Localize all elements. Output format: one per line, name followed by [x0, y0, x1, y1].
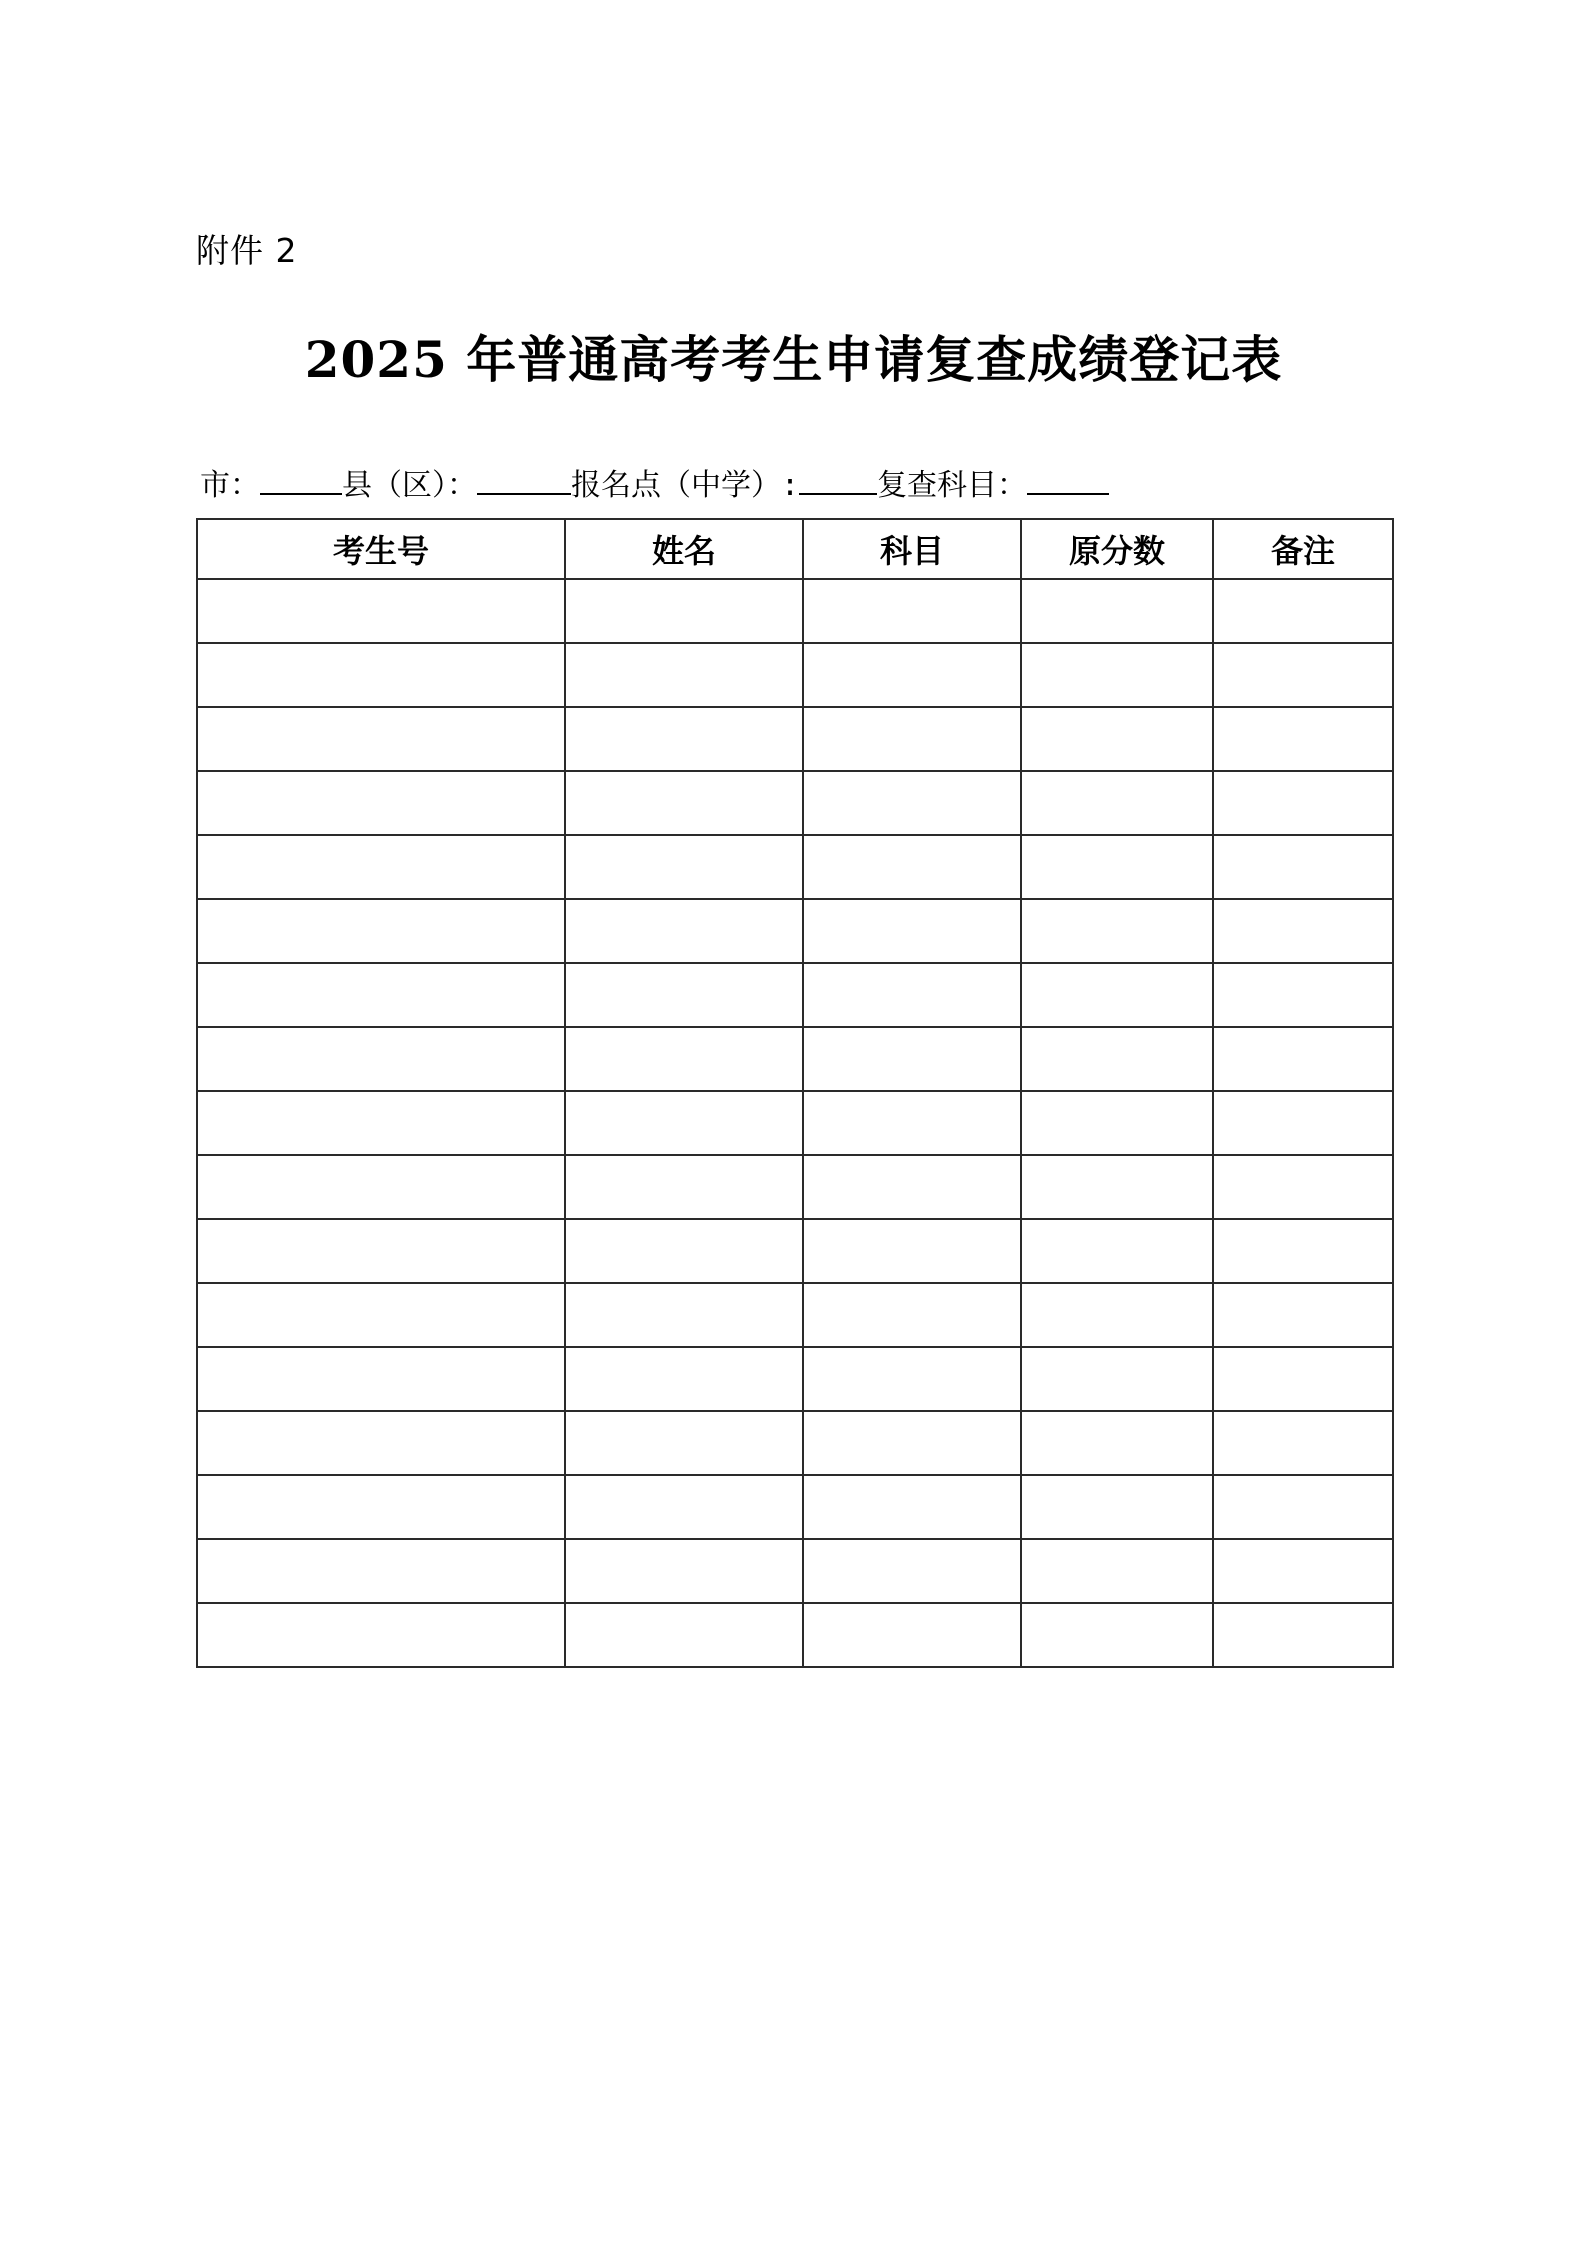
cell-original-score[interactable]	[1021, 1475, 1213, 1539]
column-header-remark: 备注	[1213, 519, 1393, 579]
table-row	[197, 1539, 1393, 1603]
table-row	[197, 899, 1393, 963]
cell-exam-number[interactable]	[197, 579, 565, 643]
cell-remark[interactable]	[1213, 1219, 1393, 1283]
cell-exam-number[interactable]	[197, 1155, 565, 1219]
cell-original-score[interactable]	[1021, 1283, 1213, 1347]
cell-name[interactable]	[565, 1091, 803, 1155]
cell-remark[interactable]	[1213, 963, 1393, 1027]
cell-remark[interactable]	[1213, 1475, 1393, 1539]
table-row	[197, 1219, 1393, 1283]
cell-remark[interactable]	[1213, 771, 1393, 835]
cell-remark[interactable]	[1213, 1283, 1393, 1347]
cell-original-score[interactable]	[1021, 771, 1213, 835]
cell-remark[interactable]	[1213, 835, 1393, 899]
cell-name[interactable]	[565, 1155, 803, 1219]
cell-exam-number[interactable]	[197, 1283, 565, 1347]
cell-exam-number[interactable]	[197, 1411, 565, 1475]
cell-subject[interactable]	[803, 1027, 1021, 1091]
cell-exam-number[interactable]	[197, 1347, 565, 1411]
cell-subject[interactable]	[803, 707, 1021, 771]
cell-name[interactable]	[565, 963, 803, 1027]
cell-name[interactable]	[565, 771, 803, 835]
cell-subject[interactable]	[803, 1283, 1021, 1347]
city-field[interactable]	[260, 493, 342, 495]
cell-subject[interactable]	[803, 643, 1021, 707]
cell-name[interactable]	[565, 899, 803, 963]
cell-original-score[interactable]	[1021, 1603, 1213, 1667]
cell-remark[interactable]	[1213, 1155, 1393, 1219]
cell-exam-number[interactable]	[197, 1475, 565, 1539]
cell-original-score[interactable]	[1021, 835, 1213, 899]
table-row	[197, 643, 1393, 707]
cell-subject[interactable]	[803, 1219, 1021, 1283]
table-body	[197, 579, 1393, 1667]
cell-original-score[interactable]	[1021, 963, 1213, 1027]
cell-remark[interactable]	[1213, 1027, 1393, 1091]
cell-name[interactable]	[565, 1219, 803, 1283]
table-row	[197, 1603, 1393, 1667]
table-row	[197, 1411, 1393, 1475]
cell-name[interactable]	[565, 1539, 803, 1603]
cell-subject[interactable]	[803, 835, 1021, 899]
cell-subject[interactable]	[803, 1411, 1021, 1475]
attachment-label: 附件 2	[196, 231, 298, 270]
cell-exam-number[interactable]	[197, 707, 565, 771]
cell-subject[interactable]	[803, 1155, 1021, 1219]
score-recheck-table	[196, 518, 1394, 1668]
cell-remark[interactable]	[1213, 899, 1393, 963]
cell-exam-number[interactable]	[197, 1027, 565, 1091]
column-header-exam-number: 考生号	[197, 519, 565, 579]
cell-original-score[interactable]	[1021, 579, 1213, 643]
table-row	[197, 771, 1393, 835]
site-field[interactable]	[799, 493, 877, 495]
cell-original-score[interactable]	[1021, 1539, 1213, 1603]
cell-original-score[interactable]	[1021, 707, 1213, 771]
table-row	[197, 1347, 1393, 1411]
table-row	[197, 1091, 1393, 1155]
cell-subject[interactable]	[803, 579, 1021, 643]
cell-exam-number[interactable]	[197, 835, 565, 899]
column-header-original-score: 原分数	[1021, 519, 1213, 579]
column-header-subject: 科目	[803, 519, 1021, 579]
table-row	[197, 1155, 1393, 1219]
cell-exam-number[interactable]	[197, 1539, 565, 1603]
subject-label: 复查科目：	[877, 468, 1028, 503]
cell-name[interactable]	[565, 1283, 803, 1347]
table-row	[197, 835, 1393, 899]
cell-remark[interactable]	[1213, 643, 1393, 707]
cell-name[interactable]	[565, 579, 803, 643]
cell-subject[interactable]	[803, 1347, 1021, 1411]
cell-subject[interactable]	[803, 771, 1021, 835]
site-label: 报名点（中学）:	[571, 468, 800, 503]
cell-subject[interactable]	[803, 1539, 1021, 1603]
cell-subject[interactable]	[803, 963, 1021, 1027]
table-row	[197, 1283, 1393, 1347]
cell-original-score[interactable]	[1021, 1219, 1213, 1283]
cell-name[interactable]	[565, 835, 803, 899]
cell-remark[interactable]	[1213, 1411, 1393, 1475]
cell-name[interactable]	[565, 1347, 803, 1411]
table-header-row	[197, 519, 1393, 579]
cell-name[interactable]	[565, 1027, 803, 1091]
cell-original-score[interactable]	[1021, 1347, 1213, 1411]
cell-original-score[interactable]	[1021, 1091, 1213, 1155]
table-row	[197, 1027, 1393, 1091]
form-meta-line	[200, 460, 1400, 504]
subject-field[interactable]	[1027, 493, 1109, 495]
cell-original-score[interactable]	[1021, 1027, 1213, 1091]
cell-original-score[interactable]	[1021, 1411, 1213, 1475]
table-row	[197, 1475, 1393, 1539]
cell-remark[interactable]	[1213, 1347, 1393, 1411]
county-label: 县（区）：	[342, 468, 477, 503]
cell-subject[interactable]	[803, 1475, 1021, 1539]
table-row	[197, 707, 1393, 771]
column-header-name: 姓名	[565, 519, 803, 579]
cell-name[interactable]	[565, 1411, 803, 1475]
cell-subject[interactable]	[803, 1091, 1021, 1155]
cell-original-score[interactable]	[1021, 1155, 1213, 1219]
table-row	[197, 579, 1393, 643]
city-label: 市：	[200, 468, 260, 503]
page-title: 2025 年普通高考考生申请复查成绩登记表	[304, 330, 1283, 389]
cell-remark[interactable]	[1213, 579, 1393, 643]
cell-exam-number[interactable]	[197, 899, 565, 963]
cell-exam-number[interactable]	[197, 1603, 565, 1667]
cell-name[interactable]	[565, 707, 803, 771]
cell-original-score[interactable]	[1021, 643, 1213, 707]
cell-remark[interactable]	[1213, 1539, 1393, 1603]
cell-exam-number[interactable]	[197, 1091, 565, 1155]
cell-exam-number[interactable]	[197, 771, 565, 835]
table-row	[197, 963, 1393, 1027]
cell-subject[interactable]	[803, 1603, 1021, 1667]
cell-subject[interactable]	[803, 899, 1021, 963]
cell-remark[interactable]	[1213, 1091, 1393, 1155]
cell-name[interactable]	[565, 643, 803, 707]
cell-name[interactable]	[565, 1603, 803, 1667]
cell-name[interactable]	[565, 1475, 803, 1539]
cell-exam-number[interactable]	[197, 963, 565, 1027]
cell-original-score[interactable]	[1021, 899, 1213, 963]
county-field[interactable]	[477, 493, 571, 495]
cell-remark[interactable]	[1213, 1603, 1393, 1667]
cell-exam-number[interactable]	[197, 643, 565, 707]
cell-exam-number[interactable]	[197, 1219, 565, 1283]
cell-remark[interactable]	[1213, 707, 1393, 771]
